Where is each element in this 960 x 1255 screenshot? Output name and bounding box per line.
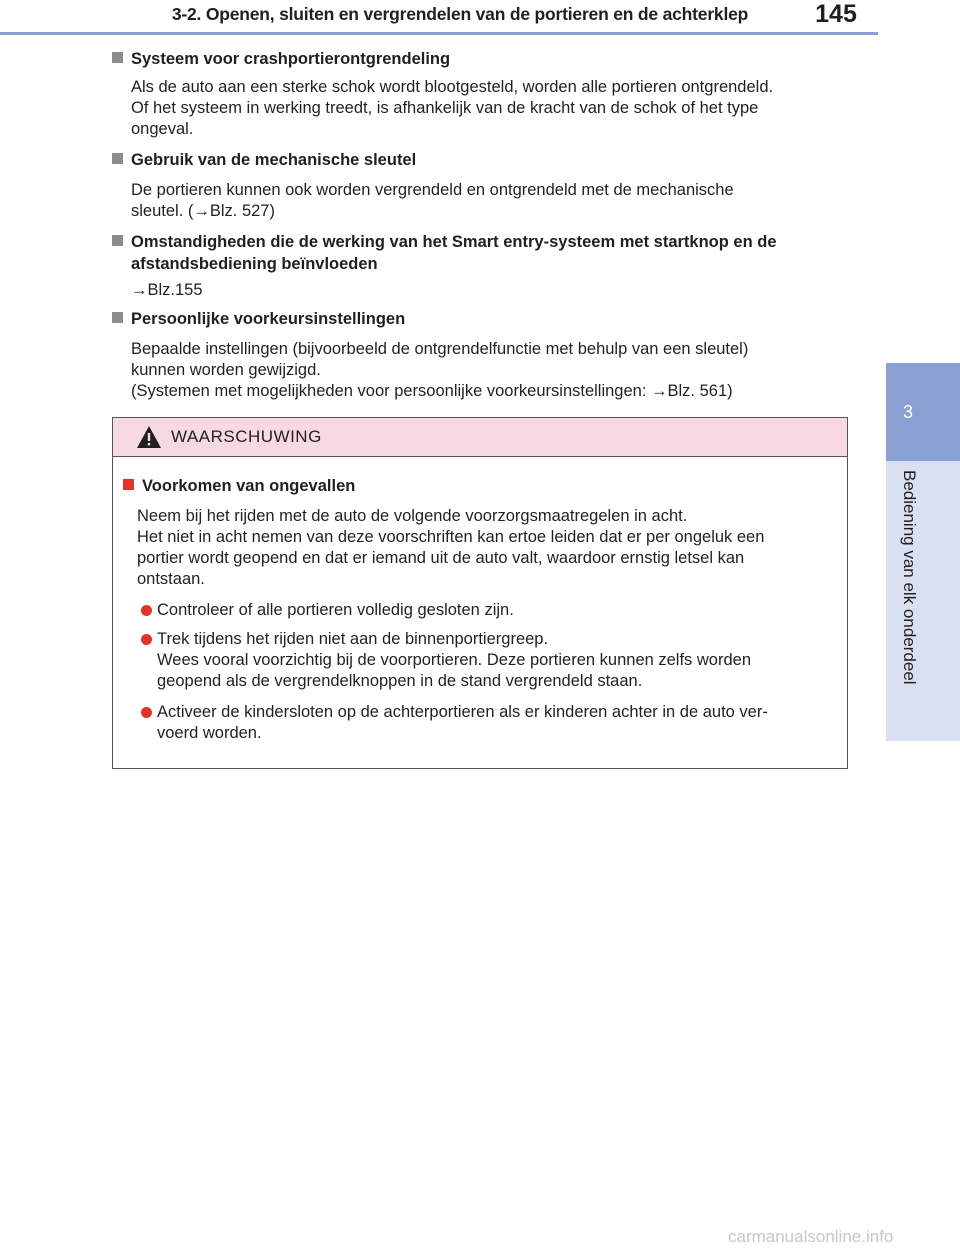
warning-bullet — [141, 600, 855, 621]
header-divider — [0, 32, 878, 35]
section-heading-personal-settings: Persoonlijke voorkeursinstellingen — [112, 310, 405, 329]
text-line: ontstaan. — [137, 570, 205, 588]
text-line: voerd worden. — [157, 724, 262, 742]
square-bullet-icon — [112, 235, 123, 246]
chapter-number: 3 — [902, 402, 913, 422]
text-line: De portieren kunnen ook worden vergrendeld en ontgrendeld met de mechanische — [131, 181, 734, 199]
warning-triangle-icon — [136, 425, 162, 449]
round-bullet-icon — [141, 707, 152, 718]
text-line: Activeer de kindersloten op de achterportieren als er kinderen achter in de auto ver- — [157, 703, 768, 721]
text-line: Bepaalde instellingen (bijvoorbeeld de ontgrendelfunctie met behulp van een sleutel) — [131, 340, 749, 358]
text-line: Neem bij het rijden met de auto de volgende voorzorgsmaatregelen in acht. — [137, 507, 688, 525]
section-body-crash-unlock — [131, 77, 843, 140]
running-header-title: 3-2. Openen, sluiten en vergrendelen van de portieren en de achterklep — [171, 4, 749, 24]
warning-box — [112, 417, 848, 769]
section-heading-smart-entry: Omstandigheden die de werking van het Smart entry-systeem met startknop en de afstandsbediening beïnvloeden — [112, 231, 852, 275]
warning-header — [113, 418, 847, 457]
round-bullet-icon — [141, 634, 152, 645]
text-line: sleutel. (→Blz. 527) — [131, 202, 275, 220]
text-line: portier wordt geopend en dat er iemand uit de auto valt, waardoor ernstig letsel kan — [137, 549, 745, 567]
section-heading-crash-unlock: Systeem voor crashportierontgrendeling — [112, 50, 450, 69]
text-line: Trek tijdens het rijden niet aan de binnenportiergreep. — [157, 630, 549, 648]
chapter-label: Bediening van elk onderdeel — [900, 470, 919, 685]
square-bullet-icon — [112, 52, 123, 63]
warning-title: WAARSCHUWING — [171, 427, 322, 446]
text-line: (Systemen met mogelijkheden voor persoonlijke voorkeursinstellingen: →Blz. 561) — [131, 382, 733, 400]
warning-bullet — [141, 702, 855, 744]
text-line: ongeval. — [131, 120, 194, 138]
text-line: kunnen worden gewijzigd. — [131, 361, 321, 379]
text-line: Het niet in acht nemen van deze voorschriften kan ertoe leiden dat er per ongeluk een — [137, 528, 765, 546]
round-bullet-icon — [141, 605, 152, 616]
watermark: carmanualsonline.info — [728, 1227, 894, 1246]
warning-intro — [137, 506, 837, 590]
square-bullet-icon — [123, 479, 134, 490]
page-number: 145 — [815, 0, 857, 28]
section-body-personal-settings — [131, 339, 843, 402]
section-heading-mechanical-key: Gebruik van de mechanische sleutel — [112, 151, 416, 170]
section-body-mechanical-key — [131, 180, 843, 222]
square-bullet-icon — [112, 153, 123, 164]
page-reference: →Blz.155 — [131, 281, 203, 299]
text-line: Wees vooral voorzichtig bij de voorportieren. Deze portieren kunnen zelfs worden — [157, 651, 752, 669]
warning-bullet — [141, 629, 855, 692]
text-line: Controleer of alle portieren volledig gesloten zijn. — [157, 601, 514, 619]
square-bullet-icon — [112, 312, 123, 323]
text-line: Of het systeem in werking treedt, is afhankelijk van de kracht van de schok of het type — [131, 99, 759, 117]
section-body-smart-entry — [131, 280, 843, 301]
warning-subheading: Voorkomen van ongevallen — [123, 477, 355, 496]
text-line: geopend als de vergrendelknoppen in de stand vergrendeld staan. — [157, 672, 643, 690]
text-line: Als de auto aan een sterke schok wordt blootgesteld, worden alle portieren ontgrendeld. — [131, 78, 774, 96]
